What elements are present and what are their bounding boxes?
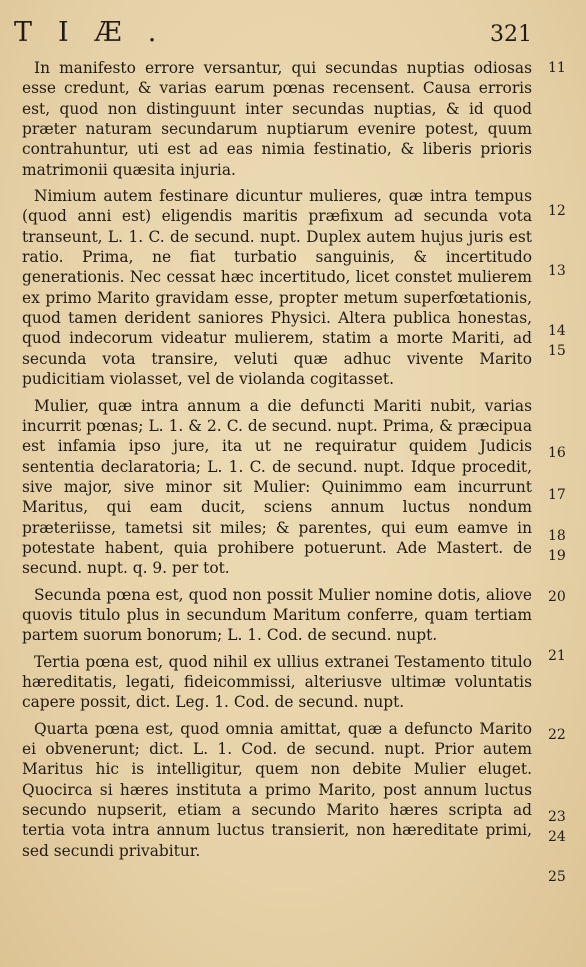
margin-number: 21	[548, 648, 566, 664]
paragraph-1: In manifesto errore versantur, qui secundas nuptias odiosas esse credunt, & varias earum pœnas recensent. Causa erroris est, quod non distinguunt inter secundas nuptias, & id quod præter naturam secundarum nuptiarum evenire potest, quum contrahuntur, uti est ad eas nimia festinatio, & liberis prioris matrimonii quæsita injuria.	[22, 59, 532, 179]
margin-number: 17	[548, 487, 566, 503]
paragraph-3: Mulier, quæ intra annum a die defuncti Mariti nubit, varias incurrit pœnas; L. 1. & 2. C. de secund. nupt. Prima, & præcipua est infamia ipso jure, ita ut ne requiratur quidem Judicis sententia declaratoria; L. 1. C. de secund. nupt. Idque procedit, sive major, sive minor sit Mulier: Quinimmo eam incurrunt Maritus, qui eam ducit, sciens annum luctus nondum præteriisse, tametsi sit miles; & parentes, qui eum eamve in potestate habent, quia prohibere potuerunt. Ade Mastert. de secund. nupt. q. 9. per tot.	[22, 396, 532, 578]
margin-number: 25	[548, 869, 566, 885]
running-title: TIÆ.	[14, 17, 183, 48]
margin-number: 22	[548, 727, 566, 743]
margin-number: 15	[548, 343, 566, 359]
paragraph-2: Nimium autem festinare dicuntur mulieres, quæ intra tempus (quod anni est) eligendis maritis præfixum ad secunda vota transeunt, L. 1. C. de secund. nupt. Duplex autem hujus juris est ratio. Prima, ne fiat turbatio sanguinis, & incertitudo generationis. Nec cessat hæc incertitudo, licet constet mulierem ex primo Marito gravidam esse, propter metum superfœtationis, quod tamen derident saniores Physici. Altera publica honestas, quod indecorum videatur mulierem, statim a morte Mariti, ad secunda vota transire, veluti quæ adhuc vivente Marito pudicitiam violasset, vel de violanda cogitasset.	[22, 187, 532, 389]
margin-number: 12	[548, 203, 566, 219]
margin-number: 16	[548, 445, 566, 461]
margin-numbers	[548, 0, 582, 967]
margin-number: 11	[548, 60, 566, 76]
paragraph-4: Secunda pœna est, quod non possit Mulier nomine dotis, aliove quovis titulo plus in secundum Maritum conferre, quam tertiam partem suorum bonorum; L. 1. Cod. de secund. nupt.	[22, 585, 532, 645]
margin-number: 13	[548, 263, 566, 279]
paragraph-6: Quarta pœna est, quod omnia amittat, quæ a defuncto Marito ei obvenerunt; dict. L. 1. Cod. de secund. nupt. Prior autem Maritus hic is intelligitur, quem non debite Mulier eluget. Quocirca si hæres instituta a primo Marito, post annum luctus secundo nupserit, etiam a secundo Marito hæres scripta ad tertia vota intra annum luctus transierit, non hæreditate primi, sed secundi privabitur.	[22, 719, 532, 860]
margin-number: 14	[548, 323, 566, 339]
margin-number: 18	[548, 528, 566, 544]
margin-number: 23	[548, 809, 566, 825]
text-body	[22, 58, 532, 867]
page-number: 321	[490, 22, 532, 47]
margin-number: 19	[548, 548, 566, 564]
margin-number: 24	[548, 829, 566, 845]
paragraph-5: Tertia pœna est, quod nihil ex ullius extranei Testamento titulo hæreditatis, legati, fideicommissi, alteriusve ultimæ voluntatis capere possit, dict. Leg. 1. Cod. de secund. nupt.	[22, 652, 532, 712]
margin-number: 20	[548, 589, 566, 605]
